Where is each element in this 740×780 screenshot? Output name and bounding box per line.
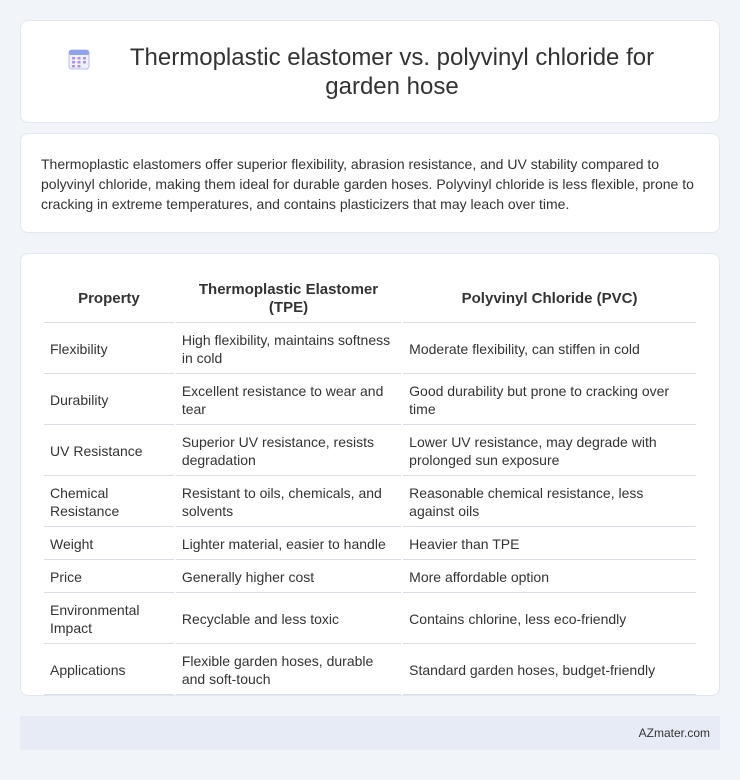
summary-card bbox=[20, 133, 720, 233]
tpe-cell: Superior UV resistance, resists degradation bbox=[176, 427, 401, 476]
tpe-cell: Lighter material, easier to handle bbox=[176, 529, 401, 560]
table-row bbox=[44, 376, 696, 425]
footer bbox=[20, 716, 720, 750]
table-row bbox=[44, 529, 696, 560]
table-card bbox=[20, 253, 720, 696]
property-cell: Chemical Resistance bbox=[44, 478, 174, 527]
table-row bbox=[44, 427, 696, 476]
table-row bbox=[44, 478, 696, 527]
comparison-table bbox=[42, 274, 698, 697]
title-wrap bbox=[68, 43, 672, 101]
property-cell: Durability bbox=[44, 376, 174, 425]
page-title: Thermoplastic elastomer vs. polyvinyl chloride for garden hose bbox=[129, 43, 655, 100]
table-row bbox=[44, 562, 696, 593]
pvc-cell: Standard garden hoses, budget-friendly bbox=[403, 646, 696, 695]
table-row bbox=[44, 325, 696, 374]
property-cell: Price bbox=[44, 562, 174, 593]
tpe-cell: Excellent resistance to wear and tear bbox=[176, 376, 401, 425]
title-card bbox=[20, 20, 720, 123]
tpe-cell: Resistant to oils, chemicals, and solvents bbox=[176, 478, 401, 527]
property-cell: UV Resistance bbox=[44, 427, 174, 476]
table-header-row bbox=[44, 276, 696, 323]
header-pvc: Polyvinyl Chloride (PVC) bbox=[403, 276, 696, 323]
pvc-cell: Moderate flexibility, can stiffen in cold bbox=[403, 325, 696, 374]
pvc-cell: More affordable option bbox=[403, 562, 696, 593]
tpe-cell: Flexible garden hoses, durable and soft-touch bbox=[176, 646, 401, 695]
footer-brand[interactable]: AZmater.com bbox=[638, 726, 710, 740]
header-tpe: Thermoplastic Elastomer (TPE) bbox=[176, 276, 401, 323]
summary-text: Thermoplastic elastomers offer superior flexibility, abrasion resistance, and UV stability compared to polyvinyl chloride, making them ideal for durable garden hoses. Polyvinyl chloride is less flexible, prone to cracking in extreme temperatures, and contains plasticizers that may leach over time. bbox=[41, 156, 694, 212]
calendar-icon bbox=[68, 48, 90, 70]
tpe-cell: Generally higher cost bbox=[176, 562, 401, 593]
property-cell: Applications bbox=[44, 646, 174, 695]
tpe-cell: Recyclable and less toxic bbox=[176, 595, 401, 644]
property-cell: Flexibility bbox=[44, 325, 174, 374]
table-row bbox=[44, 595, 696, 644]
pvc-cell: Contains chlorine, less eco-friendly bbox=[403, 595, 696, 644]
pvc-cell: Reasonable chemical resistance, less against oils bbox=[403, 478, 696, 527]
property-cell: Environmental Impact bbox=[44, 595, 174, 644]
property-cell: Weight bbox=[44, 529, 174, 560]
header-property: Property bbox=[44, 276, 174, 323]
pvc-cell: Heavier than TPE bbox=[403, 529, 696, 560]
pvc-cell: Lower UV resistance, may degrade with prolonged sun exposure bbox=[403, 427, 696, 476]
tpe-cell: High flexibility, maintains softness in cold bbox=[176, 325, 401, 374]
table-row bbox=[44, 646, 696, 695]
pvc-cell: Good durability but prone to cracking over time bbox=[403, 376, 696, 425]
